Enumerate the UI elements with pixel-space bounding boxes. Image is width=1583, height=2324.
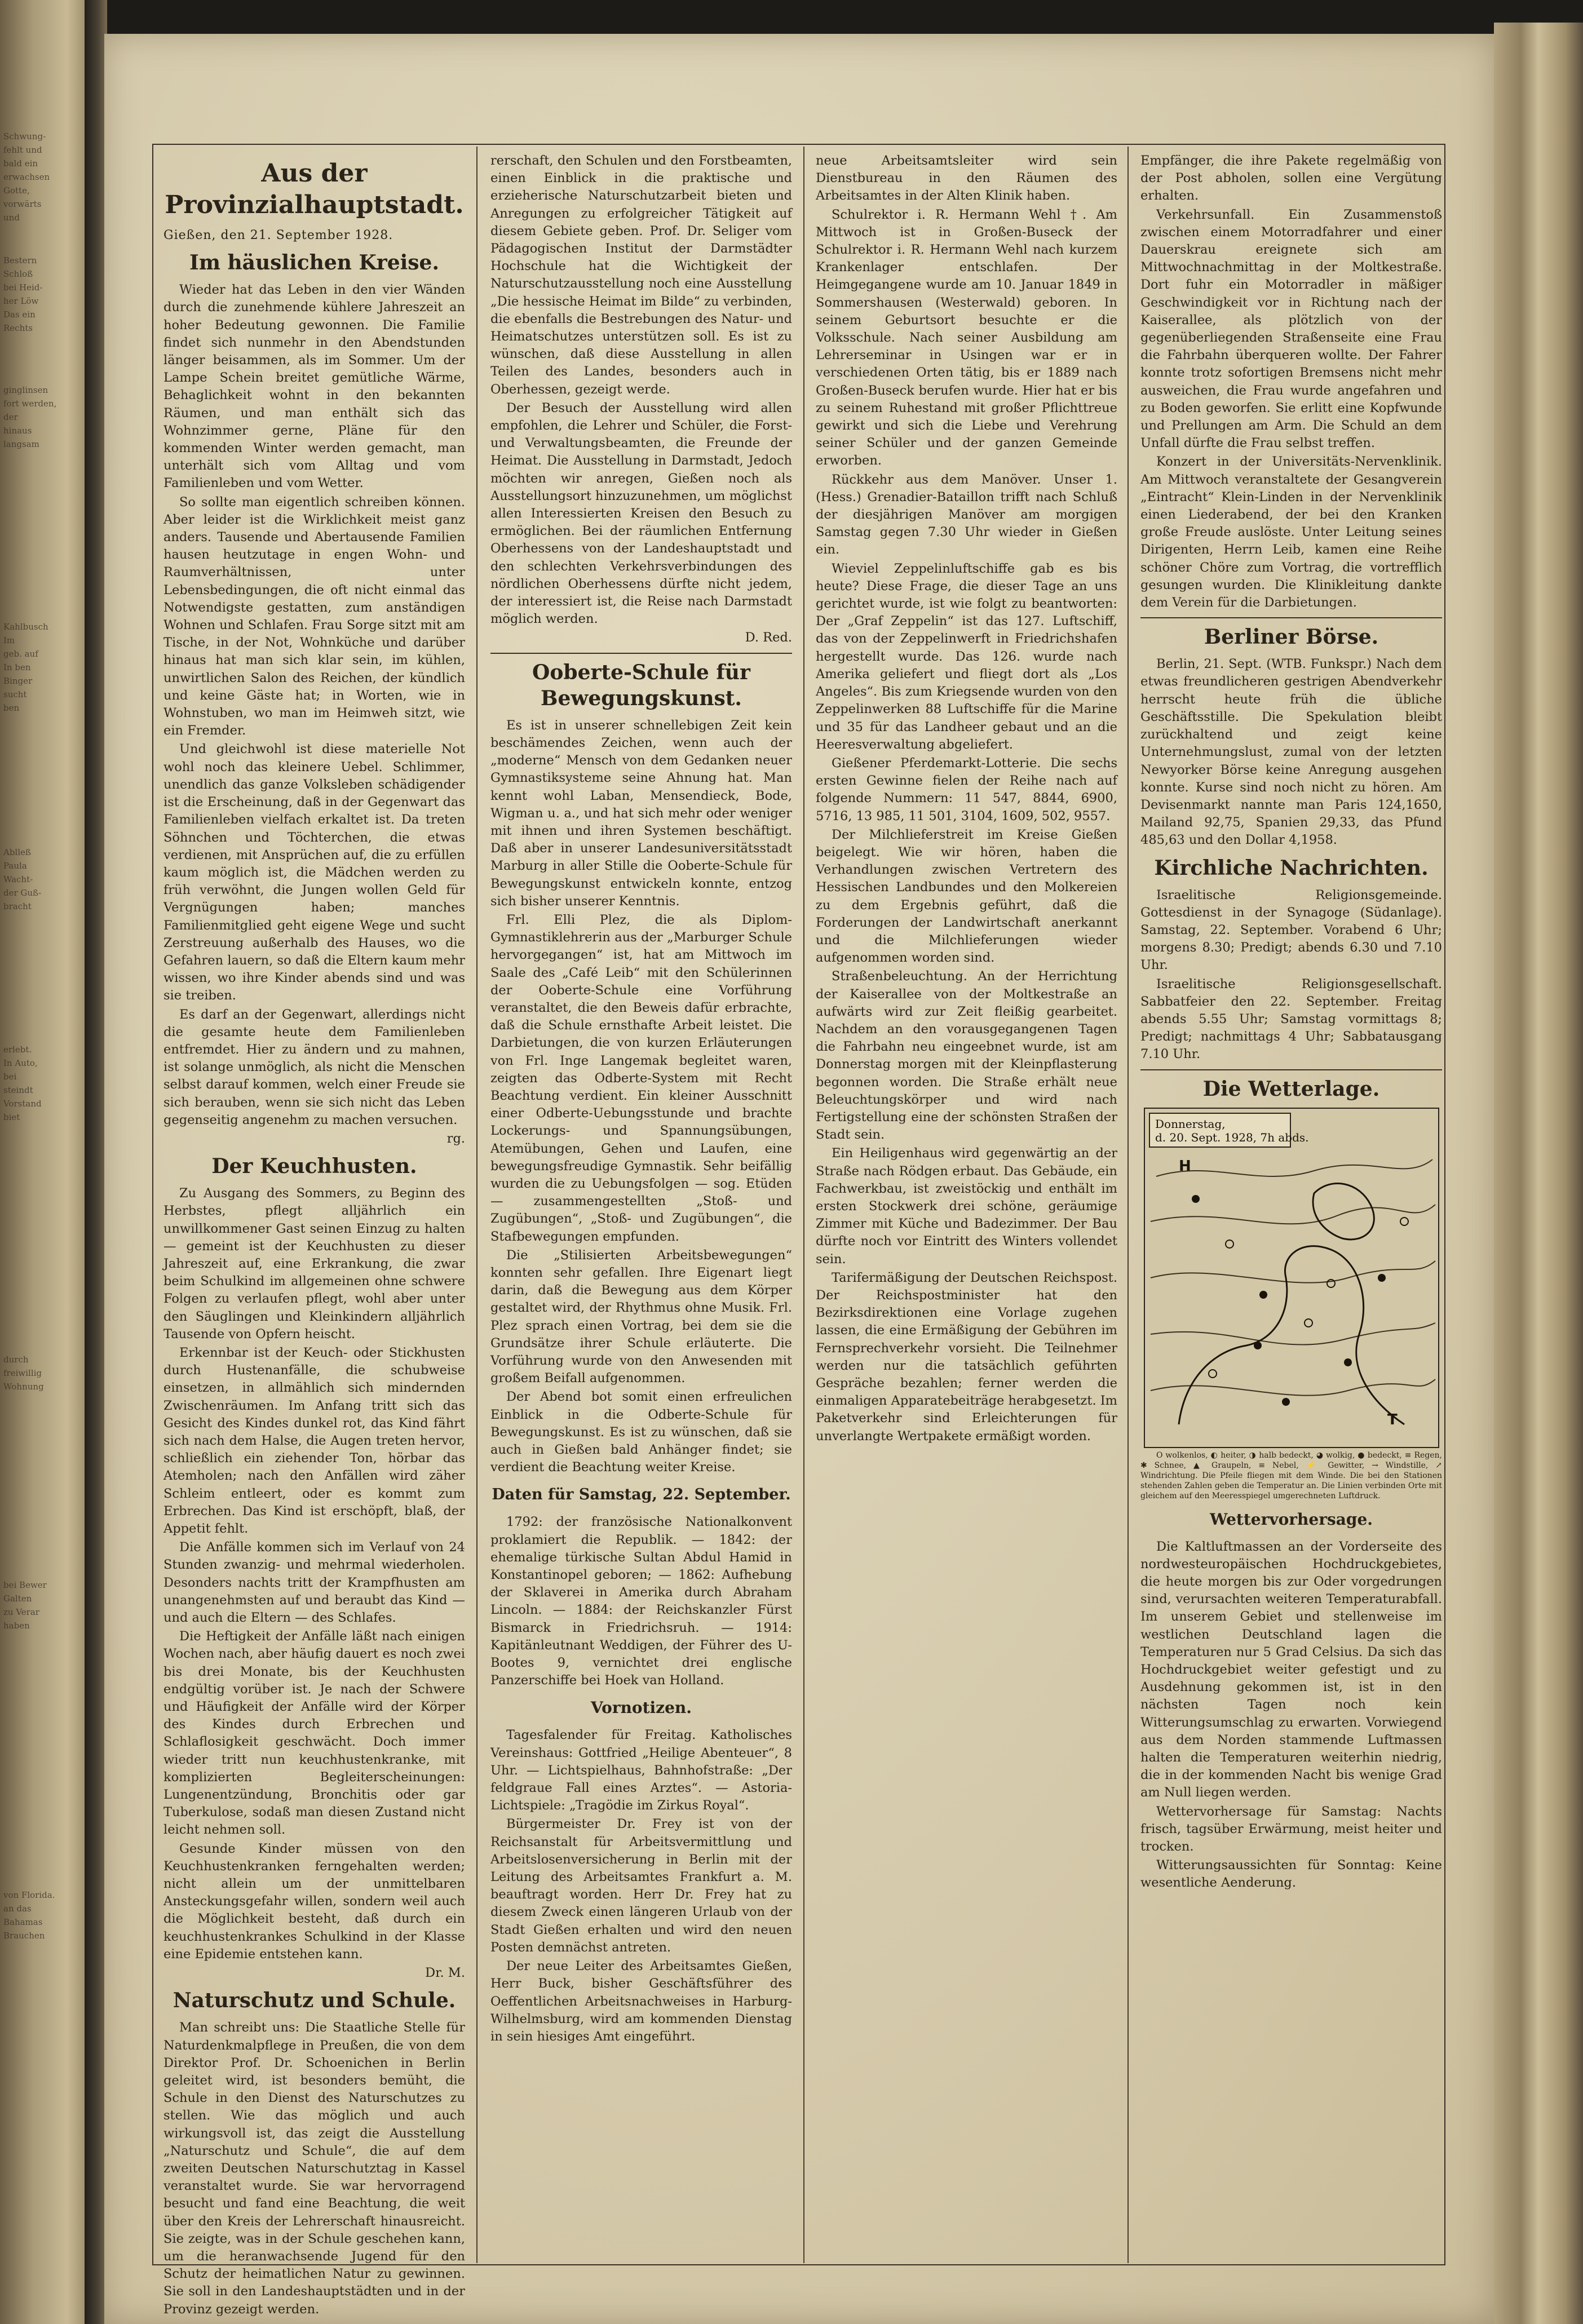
article-paragraph: Man schreibt uns: Die Staatliche Stelle für Naturdenkmalpflege in Preußen, die von dem Direktor Prof. Dr. Schoenichen in Berlin geleitet wird, ist besonders bemüht, die Schule in den Dienst des Naturschutzes zu stellen. Wie das möglich und auch wirkungsvoll ist, das zeigt die Ausstellung „Naturschutz und Schule“, die auf dem zweiten Deutschen Naturschutztag in Kassel veranstaltet wurde. Sie war hervorragend besucht und fand eine Beachtung, die weit über den Kreis der Lehrerschaft hinausreicht. Sie zeigte, was in der Schule geschehen kann, um die heranwachsende Jugend für den Schutz der heimatlichen Natur zu gewinnen. Sie soll in den Landeshauptstädten und in der Provinz gezeigt werden.: [163, 2020, 465, 2317]
column-rule: [803, 147, 804, 2263]
isobar: [1151, 1323, 1435, 1345]
article-signature: Dr. M.: [425, 1966, 465, 1981]
article-paragraph: Wettervorhersage für Samstag: Nachts frisch, tagsüber Erwärmung, meist heiter und trocken.: [1140, 1804, 1442, 1854]
article-paragraph: Tagesfalender für Freitag. Katholisches Vereinshaus: Gottfried „Heilige Abenteuer“, 8 Uhr. — Lichtspielhaus, Bahnhofstraße: „Der feldgraue Fall eines Arztes“. — Astoria-Lichtspiele: „Tragödie im Zirkus Royal“.: [490, 1728, 792, 1813]
news-item: Tarifermäßigung der Deutschen Reichspost. Der Reichspostminister hat den Bezirksdirektionen eine Vorlage zugehen lassen, die eine Ermäßigung der Gebühren im Fernsprechverkehr vorsieht. Die Teilnehmer werden nur die tatsächlich geführten Gespräche bezahlen; ferner werden die einmaligen Apparatebeiträge herabgesetzt. Im Paketverkehr sind Erleichterungen für unverlangte Wertpakete ermäßigt worden.: [816, 1270, 1117, 1444]
column-rule: [1127, 147, 1129, 2263]
article-paragraph: Der Besuch der Ausstellung wird allen empfohlen, die Lehrer und Schüler, die Forst- und Verwaltungsbeamten, die Freunde der Heimat. Die Ausstellung in Darmstadt, Jedoch möchten wir anregen, Gießen noch als Ausstellungsort hinzuzunehmen, um möglichst allen Interessierten Kreisen den Besuch zu ermöglichen. Bei der räumlichen Entfernung Oberhessens von der Landeshauptstadt und den schlechten Verkehrsverbindungen des nördlichen Oberhessens dürfte nicht jedem, der interessiert ist, die Reise nach Darmstadt möglich werden.: [490, 400, 792, 627]
prev-page-fragment: ginglinsen fort werden, der hinaus langsam: [3, 385, 57, 449]
article-paragraph: Und gleichwohl ist diese materielle Not wohl noch das kleinere Uebel. Schlimmer, unendlich das ganze Volksleben schädigender ist die Erscheinung, daß in der Gegenwart das Familienleben vielfach erkaltet ist. Da treten Söhnchen und Töchterchen, die etwas verdienen, mit Ansprüchen auf, die zu erfüllen kaum möglich ist, die Mädchen werden zu früh verwöhnt, die Jungen wollen Geld für Vergnügungen haben; manches Familienmitglied geht eigene Wege und sucht Zerstreuung außerhalb des Hauses, wo die Gefahren lauern, so daß die Eltern kaum mehr wissen, wo ihre Kinder abends sind und was sie treiben.: [163, 742, 465, 1003]
section-title: Ooberte-Schule für Bewegungskunst.: [532, 660, 750, 710]
article-paragraph: Frl. Elli Plez, die als Diplom-Gymnastiklehrerin aus der „Marburger Schule hervorgegangen“ ist, hat am Mittwoch im Saale des „Café Leib“ mit den Schülerinnen der Ooberte-Schule eine Vorführung veranstaltet, die den Beweis dafür erbrachte, daß die Schule ernsthafte Arbeit leistet. Die Darbietungen, die von kurzen Erläuterungen von Frl. Inge Langemak begleitet waren, zeigten das Odberte-System mit Recht Beachtung verdient. Ein kleiner Ausschnitt einer Odberte-Uebungsstunde und brachte Lockerungs- und Spannungsübungen, Atemübungen, Gehen und Laufen, eine bewegungsfreudige Gymnastik. Sehr beifällig wurden die zu Uebungsfolgen — sog. Etüden — zusammengestellten „Stoß- und Zugübungen“, „Stoß- und Zugübungen“, die Stafbewegungen empfunden.: [490, 912, 792, 1244]
article-signature: rg.: [446, 1131, 465, 1146]
section-title: Berliner Börse.: [1204, 625, 1379, 649]
section-divider: [490, 653, 792, 654]
article-paragraph: Die Heftigkeit der Anfälle läßt nach einigen Wochen nach, aber häufig dauert es noch zwei bis drei Monate, bis der Keuchhusten endgültig vorüber ist. Je nach der Schwere und Häufigkeit der Anfälle wird der Körper des Kindes durch Erbrechen und Schlaflosigkeit geschwächt. Doch immer wieder tritt nun keuchhustenkranke, mit komplizierten Begleiterscheinungen: Lungenentzündung, Bronchitis oder gar Tuberkulose, sodaß man diesen Zustand nicht leicht nehmen soll.: [163, 1629, 465, 1838]
section-title: Im häuslichen Kreise.: [189, 251, 439, 275]
weather-map: [1144, 1108, 1439, 1448]
article-paragraph: neue Arbeitsamtsleiter wird sein Dienstbureau in den Räumen des Arbeitsamtes in der Alten Klinik haben.: [816, 153, 1117, 203]
news-item: Konzert in der Universitäts-Nervenklinik. Am Mittwoch veranstaltete der Gesangverein „Eintracht“ Klein-Linden in der Nervenklinik einen Liederabend, der bei den Kranken große Freude auslöste. Unter Leitung seines Dirigenten, Herrn Leib, kamen eine Reihe schöner Chöre zum Vortrag, die vortrefflich gesungen wurden. Die Klinikleitung dankte dem Verein für die Darbietungen.: [1140, 454, 1442, 610]
article-paragraph: Der neue Leiter des Arbeitsamtes Gießen, Herr Buck, bisher Geschäftsführer des Oeffentlichen Arbeitsnachweises in Harburg-Wilhelmsburg, wird am kommenden Dienstag in sein hiesiges Amt eingeführt.: [490, 1959, 792, 2044]
news-item: Verkehrsunfall. Ein Zusammenstoß zwischen einem Motorradfahrer und einer Dauerskrau ereignete sich am Mittwochnachmittag in der Moltkestraße. Dort fuhr ein Motorradler in mäßiger Geschwindigkeit vor in Richtung nach der Kaiserallee, als plötzlich von der gegenüberliegenden Straßenseite eine Frau die Fahrbahn überqueren wollte. Der Fahrer konnte trotz sofortigen Bremsens nicht mehr ausweichen, die Frau wurde angefahren und zu Boden geworfen. Sie erlitt eine Kopfwunde und Prellungen am Arm. Die Schuld an dem Unfall dürfte die Frau selbst treffen.: [1140, 207, 1442, 451]
column-4: [1140, 152, 1442, 2260]
article-paragraph: 1792: der französische Nationalkonvent proklamiert die Republik. — 1842: der ehemalige türkische Sultan Abdul Hamid in Konstantinopel geboren; — 1862: Aufhebung der Sklaverei in Amerika durch Abraham Lincoln. — 1884: der Reichskanzler Fürst Bismarck in Friedrichsruh. — 1914: Kapitänleutnant Weddigen, der Führer des U-Bootes 9, vernichtet drei englische Panzerschiffe bei Hoek van Holland.: [490, 1515, 792, 1688]
coastline: [1313, 1183, 1374, 1239]
station-markers: [1192, 1195, 1408, 1406]
article-paragraph: Berlin, 21. Sept. (WTB. Funkspr.) Nach dem etwas freundlicheren gestrigen Abendverkehr herrscht heute früh die übliche Geschäftsstille. Die Spekulation bleibt zurückhaltend und zeigt keine Unternehmungslust, zumal von der letzten Newyorker Börse keine Anregung ausgehen konnte. Kurse sind noch nicht zu hören. Am Devisenmarkt nannte man Paris 124,1650, Mailand 92,75, Spanien 29,33, das Pfund 485,63 und den Dollar 4,1958.: [1140, 657, 1442, 848]
article-paragraph: Empfänger, die ihre Pakete regelmäßig von der Post abholen, sollen eine Vergütung erhalten.: [1140, 153, 1442, 203]
prev-page-fragment: erlebt. In Auto, bei steindt Vorstand biet: [3, 1044, 42, 1122]
article-paragraph: Die „Stilisierten Arbeitsbewegungen“ konnten sehr gefallen. Ihre Eigenart liegt darin, daß die Bewegung aus dem Körper gestaltet wird, der Rhythmus ohne Musik. Frl. Plez sprach einen Vortrag, bei dem sie die Grundsätze ihrer Schule erläuterte. Die Vorführung wurde von den Anwesenden mit großem Beifall aufgenommen.: [490, 1247, 792, 1386]
article-paragraph: So sollte man eigentlich schreiben können. Aber leider ist die Wirklichkeit meist ganz anders. Tausende und Abertausende Familien hausen heutzutage in engen Wohn- und Raumverhältnissen, unter Lebensbedingungen, die oft nicht einmal das Notwendigste gestatten, zum anständigen Wohnen und Schlafen. Frau Sorge sitzt mit am Tische, in der Not, Wohnküche und darüber hinaus hat man sich klar sein, im kühlen, unwirtlichen Salon des Reichen, der kündlich und keine Gäste hat; in Worten, wie in Wohnstuben, wo man im Heimweh sitzt, wie ein Fremder.: [163, 494, 465, 738]
article-signature: D. Red.: [745, 630, 792, 645]
article-paragraph: Bürgermeister Dr. Frey ist von der Reichsanstalt für Arbeitsvermittlung und Arbeitslosenversicherung in Berlin mit der Leitung des Arbeitsamtes Frankfurt a. M. beauftragt worden. Herr Dr. Frey hat zu diesem Zweck einen längeren Urlaub von der Stadt Gießen erhalten und wird den neuen Posten demnächst antreten.: [490, 1817, 792, 1955]
article-paragraph: Israelitische Religionsgemeinde. Gottesdienst in der Synagoge (Südanlage). Samstag, 22. September. Vorabend 6 Uhr; morgens 8.30; Predigt; abends 6.30 und 7.10 Uhr.: [1140, 887, 1442, 973]
column-2: [490, 152, 792, 2260]
map-label-line1: Donnerstag,: [1155, 1117, 1226, 1131]
news-item: Straßenbeleuchtung. An der Herrichtung der Kaiserallee von der Moltkestraße an aufwärts wird zur Zeit fleißig gearbeitet. Nachdem an den vorausgegangenen Tagen die Fahrbahn neu eingeebnet wurde, ist am Donnerstag morgen mit der Kleinpflasterung begonnen worden. Die Straße erhält neue Beleuchtungskörper und wird nach Fertigstellung eine der schönsten Straßen der Stadt sein.: [816, 969, 1117, 1143]
prev-page-fragment: Schwung- fehlt und bald ein erwachsen Gotte, vorwärts und: [3, 131, 50, 223]
pressure-label: H: [1178, 1157, 1191, 1175]
isobar: [1156, 1159, 1432, 1176]
newspaper-page: [104, 34, 1494, 2324]
article-paragraph: Erkennbar ist der Keuch- oder Stickhusten durch Hustenanfälle, die schubweise einsetzen, in allmählich sich mindernden Zwischenräumen. Im Anfang tritt sich das Gesicht des Kindes dunkel rot, das Kind fährt sich nach dem Halse, die Augen treten hervor, schließlich ein ziehender Ton, hörbar das Atemholen; nach den Anfällen wird zäher Schleim entleert, oder es kommt zum Erbrechen. Das Kind ist erschöpft, blaß, der Appetit fehlt.: [163, 1345, 465, 1537]
article-paragraph: Es darf an der Gegenwart, allerdings nicht die gesamte heute dem Familienleben entfremdet. Hier zu ändern und zu mahnen, ist solange unmöglich, als nicht die Menschen selbst darauf kommen, welch einer Freude sie sich berauben, wenn sie sich nicht das Leben gegenseitig angenehm zu machen versuchen.: [163, 1007, 465, 1127]
news-item: Schulrektor i. R. Hermann Wehl †. Am Mittwoch ist in Großen-Buseck der Schulrektor i. R. Hermann Wehl nach kurzem Krankenlager entschlafen. Der Heimgegangene wurde am 10. Januar 1849 in Sommershausen (Westerwald) geboren. In seinem Geburtsort besuchte er die Volksschule. Nach seiner Ausbildung am Lehrerseminar in Usingen war er in verschiedenen Orten tätig, bis er 1889 nach Großen-Buseck berufen wurde. Hier hat er bis zu seinem Ruhestand mit großer Pflichttreue gewirkt und sich die Liebe und Verehrung seiner Schüler und der ganzen Gemeinde erworben.: [816, 207, 1117, 468]
section-title: Wettervorhersage.: [1209, 1510, 1373, 1529]
dateline: Gießen, den 21. September 1928.: [163, 228, 393, 242]
news-item: Rückkehr aus dem Manöver. Unser 1. (Hess.) Grenadier-Bataillon trifft nach Schluß der diesjährigen Manöver am morgigen Samstag gegen 7.30 Uhr wieder in Gießen ein.: [816, 472, 1117, 557]
weather-map-drawing: [1145, 1109, 1438, 1447]
article-paragraph: rerschaft, den Schulen und den Forstbeamten, einen Einblick in die praktische und erzieherische Naturschutzarbeit bieten und Anregungen zu erfolgreicher Tätigkeit auf diesem Gebiete geben. Prof. Dr. Seliger vom Pädagogischen Institut der Darmstädter Hochschule hat die Wichtigkeit der Naturschutzausstellung noch eine Ausstellung „Die hessische Heimat im Bilde“ zu verbinden, die ebenfalls die Bestrebungen des Natur- und Heimatschutzes unterstützen soll. Es ist zu wünschen, daß diese Ausstellung in allen Teilen des Landes, besonders auch in Oberhessen, gezeigt werde.: [490, 153, 792, 397]
prev-page-fragment: bei Bewer Galten zu Verar haben: [3, 1580, 47, 1631]
column-1: [163, 152, 465, 2317]
prev-page-fragment: Ablleß Paula Wacht- der Guß- bracht: [3, 847, 42, 911]
news-item: Wieviel Zeppelinluftschiffe gab es bis heute? Diese Frage, die dieser Tage an uns gerichtet wurde, ist wie folgt zu beantworten: Der „Graf Zeppelin“ ist das 127. Luftschiff, das von der Zeppelinwerft in Friedrichshafen hergestellt wurde. Das 126. wurde nach Amerika geliefert und fliegt dort als „Los Angeles“. Bis zum Kriegsende wurden von den Zeppelinwerken 88 Luftschiffe für die Marine und 35 für das Landheer gebaut und an die Heeresverwaltung abgeliefert.: [816, 561, 1117, 752]
article-paragraph: Witterungsaussichten für Sonntag: Keine wesentliche Aenderung.: [1140, 1858, 1442, 1891]
section-title: Daten für Samstag, 22. September.: [492, 1486, 791, 1504]
isobar: [1151, 1261, 1435, 1283]
article-paragraph: Israelitische Religionsgesellschaft. Sabbatfeier den 22. September. Freitag abends 5.55 Uhr; Samstag vormittags 8; Predigt; nachmittags 4 Uhr; Sabbatausgang 7.10 Uhr.: [1140, 976, 1442, 1062]
map-legend: O wolkenlos, ◐ heiter, ◑ halb bedeckt, ◕ wolkig, ● bedeckt, ≡ Regen, ✱ Schnee, ▲ Graupeln, ≡ Nebel, ⚡ Gewitter, → Windstille, ↗ Windrichtung. Die Pfeile fliegen mit dem Winde. Die bei den Stationen stehenden Zahlen geben die Temperatur an. Die Linien verbinden Orte mit gleichem auf den Meeresspiegel umgerechneten Luftdruck.: [1140, 1450, 1442, 1500]
article-paragraph: Wieder hat das Leben in den vier Wänden durch die zunehmende kühlere Jahreszeit an hoher Bedeutung gewonnen. Die Familie findet sich nunmehr in den Abendstunden länger beisammen, als im Sommer. Um der Lampe Schein breitet gemütliche Wärme, Behaglichkeit wohnt in den bekannten Räumen, und man enthält sich das Wohnzimmer gerne, Pläne für den kommenden Winter werden gemacht, man unterhält sich vom Alltag und vom Familienleben und vom Wetter.: [163, 282, 465, 491]
prev-page-fragment: von Florida. an das Bahamas Brauchen: [3, 1890, 55, 1941]
article-paragraph: Es ist in unserer schnellebigen Zeit kein beschämendes Zeichen, wenn auch der „moderne“ Mensch von dem Gedanken neuer Gymnastiksysteme seine Ahnung hat. Man kennt wohl Laban, Mensendieck, Bode, Wigman u. a., und hat sich mehr oder weniger mit ihnen und ihren Systemen beschäftigt. Daß aber in unserer Landesuniversitätsstadt Marburg in aller Stille die Ooberte-Schule für Bewegungskunst entwickeln konnte, entzog sich bisher unserer Kenntnis.: [490, 718, 792, 909]
section-title: Naturschutz und Schule.: [173, 1989, 456, 2013]
section-divider: [1140, 617, 1442, 618]
article-paragraph: Zu Ausgang des Sommers, zu Beginn des Herbstes, pflegt alljährlich ein unwillkommener Gast seinen Einzug zu halten — gemeint ist der Keuchhusten zu dieser Jahreszeit auf, eine Erkrankung, die zwar beim Schulkind im allgemeinen ohne schwere Folgen zu verlaufen pflegt, wohl aber unter den Säuglingen und Kleinkindern alljährlich Tausende von Opfern heischt.: [163, 1186, 465, 1342]
page-headline: Aus der Provinzialhauptstadt.: [165, 159, 464, 219]
article-paragraph: Gesunde Kinder müssen von den Keuchhustenkranken ferngehalten werden; nicht allein um der unmittelbaren Ansteckungsgefahr willen, sondern weil auch die Möglichkeit besteht, daß durch ein keuchhustenkrankes Schulkind in der Klasse eine Epidemie entstehen kann.: [163, 1841, 465, 1962]
pressure-label: T: [1387, 1411, 1398, 1428]
column-3: [816, 152, 1117, 2260]
column-rule: [476, 147, 477, 2263]
article-paragraph: Die Kaltluftmassen an der Vorderseite des nordwesteuropäischen Hochdruckgebietes, die heute morgen bis zur Oder vorgedrungen sind, verursachten weiteren Temperaturabfall. Im unserem Gebiet und stellenweise im westlichen Deutschland lagen die Temperaturen nur 5 Grad Celsius. Da sich das Hochdruckgebiet weiter gefestigt und zu Ausdehnung gekommen ist, ist in den nächsten Tagen noch kein Witterungsumschlag zu erwarten. Vorwiegend aus dem Norden stammende Luftmassen halten die Temperaturen weiterhin niedrig, die in der kommenden Nacht bis wenige Grad am Null liegen werden.: [1140, 1539, 1442, 1800]
section-title: Die Wetterlage.: [1202, 1077, 1380, 1101]
prev-page-fragment: durch freiwillig Wohnung: [3, 1354, 44, 1392]
book-gutter: [85, 0, 107, 2324]
news-item: Ein Heiligenhaus wird gegenwärtig an der Straße nach Rödgen erbaut. Das Gebäude, ein Fachwerkbau, ist zweistöckig und enthält im ersten Stockwerk drei schöne, geräumige Zimmer mit Küche und Badezimmer. Der Bau dürfte noch vor Eintritt des Winters vollendet sein.: [816, 1146, 1117, 1267]
page-stack-edge: [1494, 23, 1583, 2324]
section-divider: [1140, 1069, 1442, 1070]
section-title: Vornotizen.: [590, 1698, 692, 1717]
news-item: Der Milchlieferstreit im Kreise Gießen beigelegt. Wie wir hören, haben die Verhandlungen zwischen Vertretern des Hessischen Landbundes und den Molkereien zu dem Ergebnis geführt, daß die Forderungen der Landwirtschaft anerkannt und die Milchlieferungen wieder aufgenommen worden sind.: [816, 827, 1117, 966]
article-paragraph: Die Anfälle kommen sich im Verlauf von 24 Stunden zwanzig- und mehrmal wiederholen. Desonders nachts tritt der Krampfhusten am unangenehmsten auf und beraubt das Kind — und auch die Eltern — des Schlafes.: [163, 1540, 465, 1626]
prev-page-fragment: Kahlbusch Im geb. auf In ben Binger sucht ben: [3, 622, 48, 713]
isobar: [1151, 1205, 1435, 1224]
article-paragraph: Der Abend bot somit einen erfreulichen Einblick in die Odberte-Schule für Bewegungskunst. Es ist zu wünschen, daß sie auch in Gießen bald Anhänger findet; sie verdient die Beachtung weiter Kreise.: [490, 1389, 792, 1475]
map-label-line2: d. 20. Sept. 1928, 7h abds.: [1155, 1130, 1308, 1144]
section-title: Der Keuchhusten.: [211, 1154, 417, 1179]
prev-page-fragment: Bestern Schloß bei Heid- her Löw Das ein Rechts: [3, 255, 43, 333]
previous-page-edge: [0, 0, 96, 2324]
section-title: Kirchliche Nachrichten.: [1154, 856, 1429, 880]
news-item: Gießener Pferdemarkt-Lotterie. Die sechs ersten Gewinne fielen der Reihe nach auf folgende Nummern: 11 547, 8844, 6900, 5716, 13 985, 11 501, 3104, 1609, 502, 9557.: [816, 755, 1117, 824]
